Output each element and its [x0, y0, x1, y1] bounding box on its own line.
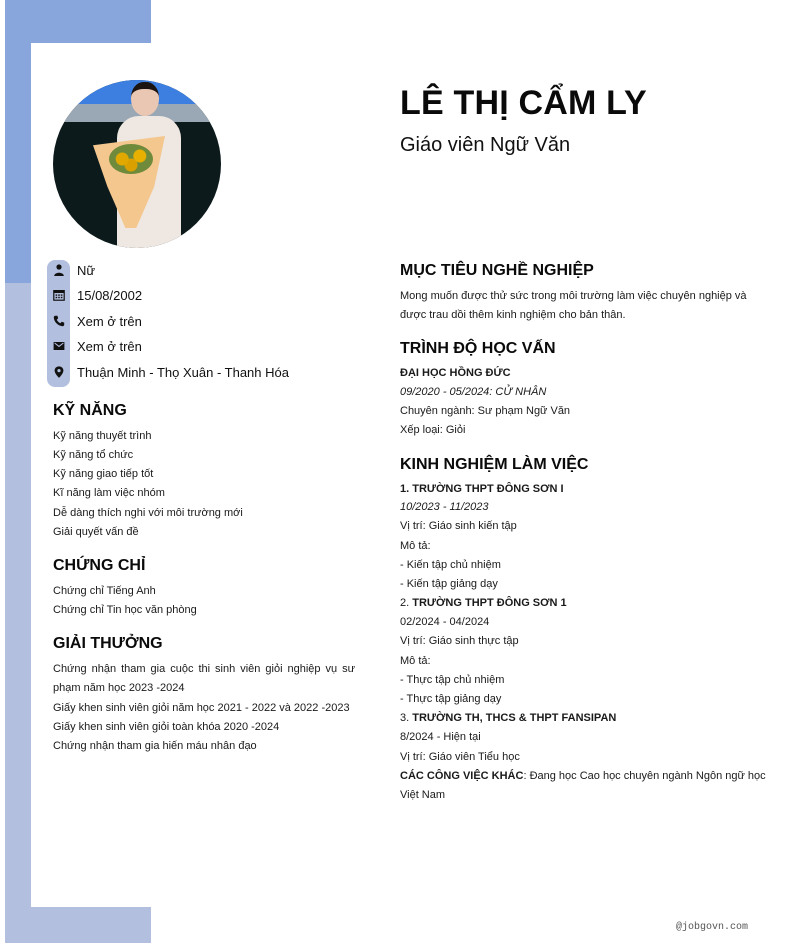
frame-bar-left-light: [5, 283, 31, 907]
job-2-title: 2. TRƯỜNG THPT ĐÔNG SƠN 1: [400, 597, 567, 609]
email-icon: [47, 335, 70, 357]
job-1-task: - Kiến tập chủ nhiệm: [400, 559, 501, 571]
calendar-icon: [47, 284, 70, 306]
job-1-position: Vị trí: Giáo sinh kiến tập: [400, 520, 517, 532]
award-item: Giấy khen sinh viên giỏi toàn khóa 2020 -2024: [53, 721, 280, 733]
skill-item: Dễ dàng thích nghi với môi trường mới: [53, 507, 243, 519]
awards-heading: GIẢI THƯỞNG: [53, 635, 163, 652]
education-school: ĐẠI HỌC HỒNG ĐỨC: [400, 367, 511, 379]
phone-value: Xem ở trên: [77, 313, 142, 329]
job-3-title: 3. TRƯỜNG TH, THCS & THPT FANSIPAN: [400, 712, 617, 724]
frame-bar-bottom: [5, 907, 151, 943]
job-1-period: 10/2023 - 11/2023: [400, 501, 489, 513]
contact-gender: [47, 259, 95, 281]
job-2-position: Vị trí: Giáo sinh thực tập: [400, 635, 519, 647]
skill-item: Kỹ năng giao tiếp tốt: [53, 468, 154, 480]
job-3-period: 8/2024 - Hiện tại: [400, 731, 481, 743]
profile-photo: [53, 80, 221, 248]
certificates-heading: CHỨNG CHỈ: [53, 557, 146, 574]
job-2-desc-label: Mô tả:: [400, 655, 431, 667]
contact-email: [47, 335, 142, 357]
job-2-task: - Thực tập chủ nhiệm: [400, 674, 505, 686]
award-item: Giấy khen sinh viên giỏi năm học 2021 - 2022 và 2022 -2023: [53, 702, 350, 714]
objective-text: Mong muốn được thử sức trong môi trường làm việc chuyên nghiệp và được trau dồi thêm kinh nghiệm cho bản thân.: [400, 290, 747, 321]
objective-heading: MỤC TIÊU NGHỀ NGHIỆP: [400, 262, 594, 279]
certificate-item: Chứng chỉ Tiếng Anh: [53, 585, 156, 597]
education-heading: TRÌNH ĐỘ HỌC VẤN: [400, 340, 556, 357]
gender-value: Nữ: [77, 262, 96, 278]
watermark: @jobgovn.com: [676, 922, 749, 933]
job-1-desc-label: Mô tả:: [400, 540, 431, 552]
address-value: Thuận Minh - Thọ Xuân - Thanh Hóa: [77, 364, 289, 380]
award-item: Chứng nhận tham gia cuộc thi sinh viên giỏi nghiệp vụ sư phạm năm học 2023 -2024: [53, 663, 355, 694]
candidate-title: Giáo viên Ngữ Văn: [400, 134, 571, 156]
skill-item: Kĩ năng làm việc nhóm: [53, 487, 165, 499]
job-1-title: 1. TRƯỜNG THPT ĐÔNG SƠN I: [400, 483, 564, 495]
birthday-value: 15/08/2002: [77, 287, 143, 303]
education-rank: Xếp loại: Giỏi: [400, 424, 466, 436]
person-icon: [47, 259, 70, 281]
award-item: Chứng nhận tham gia hiến máu nhân đạo: [53, 740, 257, 752]
education-period: 09/2020 - 05/2024: CỬ NHÂN: [400, 386, 547, 398]
job-2-period: 02/2024 - 04/2024: [400, 616, 490, 628]
skill-item: Kỹ năng tổ chức: [53, 449, 134, 461]
skill-item: Kỹ năng thuyết trình: [53, 430, 152, 442]
contact-address: [47, 361, 289, 383]
location-icon: [47, 361, 70, 383]
experience-heading: KINH NGHIỆM LÀM VIỆC: [400, 456, 589, 473]
contact-phone: [47, 310, 142, 332]
skills-heading: KỸ NĂNG: [53, 402, 127, 419]
frame-bar-left-dark: [5, 43, 31, 283]
candidate-name: LÊ THỊ CẨM LY: [400, 84, 647, 122]
email-value: Xem ở trên: [77, 338, 142, 354]
education-major: Chuyên ngành: Sư phạm Ngữ Văn: [400, 405, 571, 417]
other-work: CÁC CÔNG VIỆC KHÁC: Đang học Cao học chuyên ngành Ngôn ngữ học Việt Nam: [400, 770, 766, 801]
certificate-item: Chứng chỉ Tin học văn phòng: [53, 604, 197, 616]
phone-icon: [47, 310, 70, 332]
job-3-position: Vị trí: Giáo viên Tiểu học: [400, 751, 520, 763]
frame-bar-top: [5, 0, 151, 43]
job-2-task: - Thực tập giảng dạy: [400, 693, 502, 705]
skill-item: Giải quyết vấn đề: [53, 526, 139, 538]
contact-birthday: [47, 284, 142, 306]
job-1-task: - Kiến tập giảng dạy: [400, 578, 498, 590]
